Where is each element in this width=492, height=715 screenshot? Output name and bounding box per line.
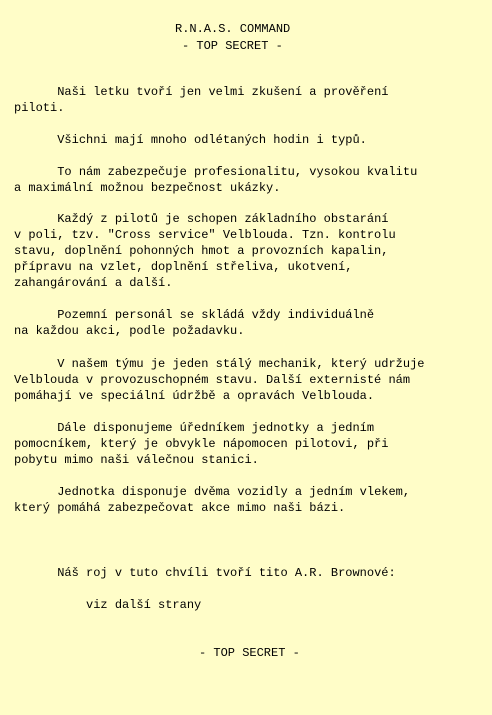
header-classification: - TOP SECRET - (182, 39, 283, 53)
paragraph-vehicles: Jednotka disponuje dvěma vozidly a jedním vlekem, který pomáhá zabezpečovat akce mimo naši bázi. (14, 485, 411, 515)
paragraph-ground-personnel: Pozemní personál se skládá vždy individuálně na každou akci, podle požadavku. (14, 308, 375, 338)
paragraph-flight-hours: Všichni mají mnoho odlétaných hodin i typů. (14, 133, 367, 147)
paragraph-pilots: Naši letku tvoří jen velmi zkušení a prověření piloti. (14, 85, 389, 115)
paragraph-officer: Dále disponujeme úředníkem jednotky a jedním pomocníkem, který je obvykle nápomocen pilotovi, při pobytu mimo naši válečnou stanici. (14, 421, 389, 467)
paragraph-cross-service: Každý z pilotů je schopen základního obstarání v poli, tzv. "Cross service" Velblouda. Tzn. kontrolu stavu, doplnění pohonných hmot a provozních kapalin, přípravu na vzlet, doplnění střeliva, ukotvení, zahangárování a další. (14, 212, 396, 290)
paragraph-professionalism: To nám zabezpečuje profesionalitu, vysokou kvalitu a maximální možnou bezpečnost ukázky. (14, 165, 418, 195)
footer-classification: - TOP SECRET - (199, 646, 300, 660)
paragraph-mechanic: V našem týmu je jeden stálý mechanik, který udržuje Velblouda v provozuschopném stavu. Další externisté nám pomáhají ve speciální údržbě a opravách Velblouda. (14, 357, 425, 403)
document-title: R.N.A.S. COMMAND (175, 22, 291, 36)
roster-intro: Náš roj v tuto chvíli tvoří tito A.R. Brownové: (14, 566, 396, 580)
see-next-pages: viz další strany (14, 598, 202, 612)
